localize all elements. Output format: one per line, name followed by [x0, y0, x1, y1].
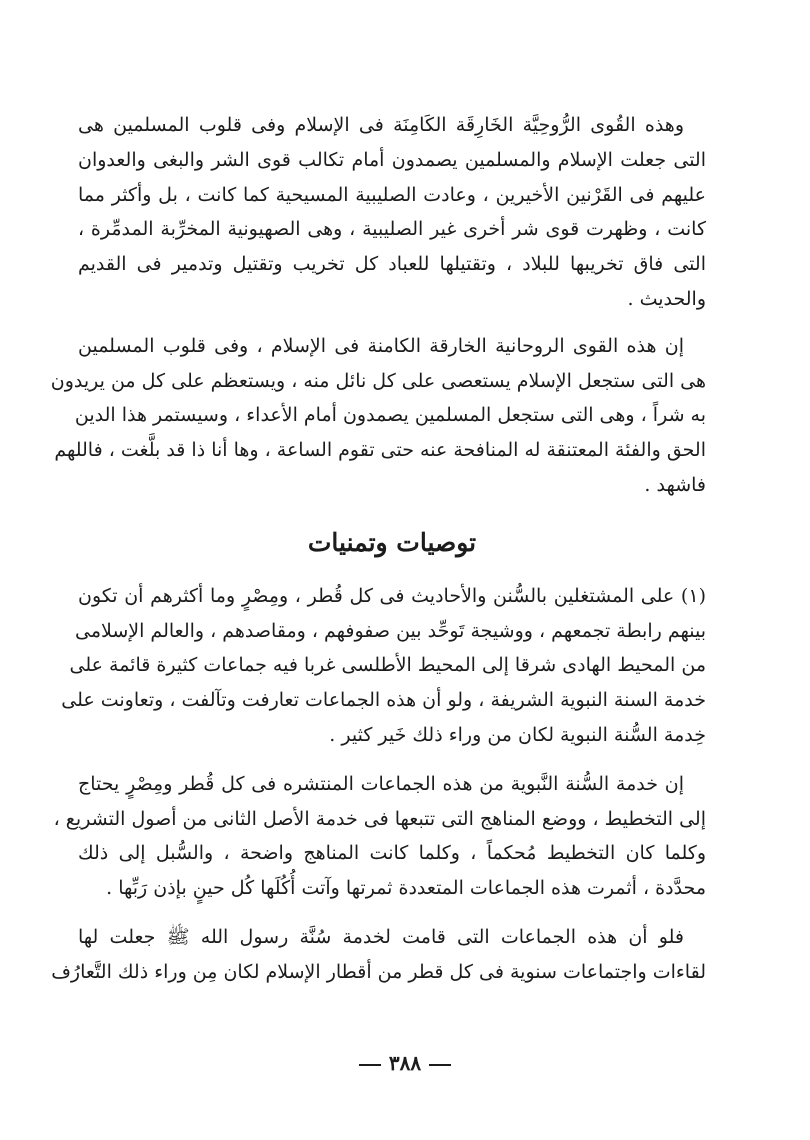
text-line: إن هذه القوى الروحانية الخارقة الكامنة فى الإسلام ، وفى قلوب المسلمين	[78, 334, 684, 357]
text-line: خِدمة السُّنة النبوية لكان من وراء ذلك خَير كثير .	[329, 723, 706, 746]
text-line: (١) على المشتغلين بالسُّنن والأحاديث فى كل قُطر ، ومِصْرٍ وما أكثرهم أن تكون	[78, 584, 706, 607]
text-line: لقاءات واجتماعات سنوية فى كل قطر من أقطار الإسلام لكان مِن وراء ذلك التَّعارُف	[51, 960, 706, 983]
text-line: خدمة السنة النبوية الشريفة ، ولو أن هذه الجماعات تعارفت وتآلفت ، وتعاونت على	[61, 689, 706, 712]
text-line: وهذه القُوى الرُّوحِيَّة الخَارِقَة الكَامِنَة فى الإسلام وفى قلوب المسلمين هى	[78, 114, 684, 136]
page-footer	[0, 1046, 810, 1080]
text-line: التى جعلت الإسلام والمسلمين يصمدون أمام تكالب قوى الشر والبغى والعدوان	[78, 148, 706, 171]
page-body	[50, 108, 706, 990]
text-line: والحديث .	[627, 287, 706, 310]
footer-dash-right	[429, 1064, 451, 1066]
text-line: من المحيط الهادى شرقا إلى المحيط الأطلسى غربا فيه جماعات كثيرة قائمة على	[69, 654, 706, 677]
paragraph-4	[53, 767, 706, 906]
page-number: ٣٨٨	[388, 1051, 422, 1075]
text-line: هى التى ستجعل الإسلام يستعصى على كل نائل منه ، ويستعظم على كل من يريدون	[50, 369, 706, 392]
text-line: وكلما كان التخطيط مُحكماً ، وكلما كانت المناهج واضحة ، والسُّبل إلى ذلك	[78, 842, 706, 865]
paragraph-3	[61, 579, 706, 753]
text-line: محدَّدة ، أثمرت هذه الجماعات المتعددة ثمرتها وآتت أُكُلَها كُل حينٍ بإذن رَبِّها .	[106, 877, 706, 900]
paragraph-1	[78, 108, 706, 317]
text-line: إن خدمة السُّنة النَّبوية من هذه الجماعات المنتشره فى كل قُطر ومِصْرٍ يحتاج	[78, 772, 684, 795]
text-line: التى فاق تخريبها للبلاد ، وتقتيلها للعباد كل تخريب وتقتيل وتدمير فى القديم	[78, 253, 706, 276]
text-line: الحق والفئة المعتنقة له المنافحة عنه حتى تقوم الساعة ، وها أنا ذا قد بلَّغت ، فاللهم	[54, 439, 706, 462]
text-line: عليهم فى القَرْنين الأخيرين ، وعادت الصليبية المسيحية كما كانت ، بل وأكثر مما	[78, 183, 706, 206]
text-line: كانت ، وظهرت قوى شر أخرى غير الصليبية ، وهى الصهيونية المخرِّبة المدمِّرة ،	[78, 218, 706, 241]
text-line: إلى التخطيط ، ووضع المناهج التى تتبعها فى خدمة الأصل الثانى من أصول التشريع ،	[53, 807, 706, 830]
paragraph-2	[50, 329, 706, 503]
section-heading: توصيات وتمنيات	[307, 527, 477, 557]
text-line: فاشهد .	[644, 473, 706, 496]
paragraph-5	[51, 920, 706, 990]
text-line: به شراً ، وهى التى ستجعل المسلمين يصمدون أمام الأعداء ، وسيستمر هذا الدين	[74, 404, 706, 427]
text-line: بينهم رابطة تجمعهم ، ووشيجة تَوحِّد بين صفوفهم ، ومقاصدهم ، والعالم الإسلامى	[75, 619, 706, 642]
text-line: فلو أن هذه الجماعات التى قامت لخدمة سُنَّة رسول الله ﷺ جعلت لها	[78, 925, 684, 948]
footer-dash-left	[359, 1064, 381, 1066]
